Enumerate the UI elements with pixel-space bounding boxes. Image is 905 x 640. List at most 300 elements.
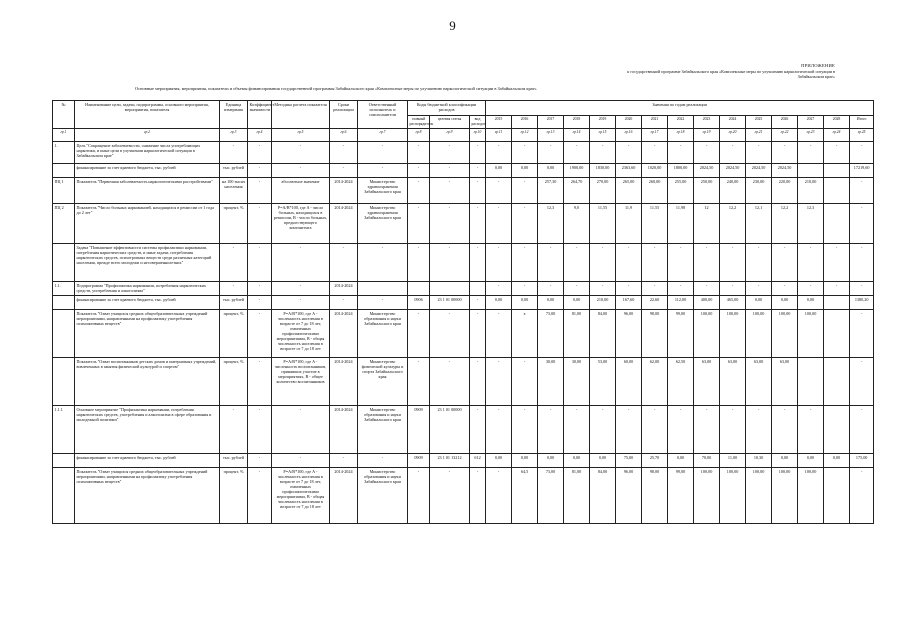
row-year-value-cell: 2024,50 <box>746 164 772 178</box>
row-coef-cell: - <box>248 296 272 310</box>
row-name-cell: Подпрограмма "Профилактика наркомании, потребления наркотических средств, употребления и алкоголизма" <box>75 282 220 296</box>
row-bk-vr-cell: - <box>470 244 486 282</box>
row-year-value-cell: - <box>486 142 512 164</box>
row-bk-vr-cell: - <box>470 468 486 524</box>
row-year-value-cell: 30,00 <box>564 358 590 406</box>
row-year-value-cell: 0,00 <box>512 296 538 310</box>
row-year-value-cell: - <box>564 406 590 454</box>
row-num-cell: 1.1.1 <box>53 406 75 454</box>
row-name-cell: Показатель "Охват учащихся средних общеобразовательных учреждений мероприятиями, направленными на профилактику употребления психоактивных веществ" <box>75 468 220 524</box>
row-year-value-cell <box>824 310 850 358</box>
row-year-value-cell: 167,60 <box>616 296 642 310</box>
header-year: 2023 <box>694 116 720 129</box>
header-year: 2027 <box>798 116 824 129</box>
row-year-value-cell: 257,30 <box>538 178 564 204</box>
row-total-cell: - <box>850 358 874 406</box>
column-index-cell: гр.4 <box>248 129 272 142</box>
row-year-value-cell: 53,00 <box>590 358 616 406</box>
table-row <box>53 358 874 406</box>
row-year-value-cell: 12,3 <box>798 204 824 244</box>
row-year-value-cell: 0,00 <box>564 454 590 468</box>
row-year-value-cell: 12,3 <box>538 204 564 244</box>
row-year-value-cell: 0,00 <box>486 164 512 178</box>
column-index-cell: гр.2 <box>75 129 220 142</box>
row-period-cell: 2014-2024 <box>330 310 358 358</box>
row-period-cell: 2014-2024 <box>330 358 358 406</box>
row-year-value-cell: - <box>720 282 746 296</box>
row-year-value-cell <box>824 164 850 178</box>
header-year: 2021 <box>642 116 668 129</box>
row-name-cell: Показатель "Охват учащихся средних общеобразовательных учреждений мероприятиями, направленными на профилактику употребления психоактивных веществ" <box>75 310 220 358</box>
row-year-value-cell: - <box>538 406 564 454</box>
row-year-value-cell: 22,60 <box>642 296 668 310</box>
row-year-value-cell: 112,00 <box>668 296 694 310</box>
row-coef-cell: - <box>248 164 272 178</box>
row-year-value-cell: 62,50 <box>668 358 694 406</box>
row-bk-vr-cell: - <box>470 310 486 358</box>
row-year-value-cell <box>798 164 824 178</box>
row-unit-cell: тыс. рублей <box>220 454 248 468</box>
row-year-value-cell: - <box>798 244 824 282</box>
row-year-value-cell: 220,00 <box>772 178 798 204</box>
row-method-cell: - <box>272 282 330 296</box>
row-executor-cell: Министерство здравоохранения Забайкальского края <box>358 178 408 204</box>
row-method-cell: абсолютное значение <box>272 178 330 204</box>
row-period-cell: - <box>330 244 358 282</box>
header-row-main <box>53 101 874 116</box>
row-bk-vr-cell: - <box>470 178 486 204</box>
document-title: Основные мероприятия, мероприятия, показатели и объемы финансирования государственной программы Забайкальского края «Комплексные меры по улучшению наркологической ситуации в Забайкальском крае» <box>135 86 537 91</box>
row-year-value-cell: - <box>538 244 564 282</box>
row-bk-gr-cell: - <box>408 468 430 524</box>
row-year-value-cell: 0,00 <box>538 296 564 310</box>
row-year-value-cell: 62,00 <box>642 358 668 406</box>
row-total-cell: - <box>850 406 874 454</box>
table-row <box>53 406 874 454</box>
column-index-cell: гр.17 <box>642 129 668 142</box>
row-year-value-cell: 0,00 <box>772 454 798 468</box>
row-unit-cell: - <box>220 244 248 282</box>
program-table-wrapper <box>52 100 869 524</box>
row-method-cell: P=A/B*100, где А - численность населения в возрасте от 7 до 18 лет, охваченных профилактическими мероприятиями, В - общая численность населения в возрасте от 7 до 18 лет <box>272 468 330 524</box>
row-executor-cell: - <box>358 454 408 468</box>
row-year-value-cell: - <box>512 178 538 204</box>
row-bk-vr-cell: - <box>470 406 486 454</box>
row-executor-cell: - <box>358 164 408 178</box>
row-total-cell: - <box>850 468 874 524</box>
row-num-cell <box>53 468 75 524</box>
row-year-value-cell: 10,30 <box>746 454 772 468</box>
row-method-cell: P=A/B*100, где A - число больных, находящихся в ремиссии, В - число больных, предшествующего контингента <box>272 204 330 244</box>
header-year: 2020 <box>616 116 642 129</box>
row-year-value-cell: 0,00 <box>564 296 590 310</box>
column-index-cell: гр.25 <box>850 129 874 142</box>
column-index-cell: гр.22 <box>772 129 798 142</box>
row-year-value-cell: - <box>642 142 668 164</box>
row-name-cell: Задача "Повышение эффективности системы профилактики наркомании, потребления наркотических средств, и иные задачи, потребления наркотических средств, психотропных веществ среди различных категорий населения, прежде всего молодежи и несовершеннолетних" <box>75 244 220 282</box>
table-row <box>53 142 874 164</box>
table-row <box>53 204 874 244</box>
row-year-value-cell: - <box>486 358 512 406</box>
row-total-cell: - <box>850 244 874 282</box>
row-year-value-cell: - <box>616 406 642 454</box>
program-table <box>52 100 874 524</box>
row-year-value-cell: - <box>746 244 772 282</box>
column-index-cell: гр.9 <box>430 129 470 142</box>
column-index-cell: гр.3 <box>220 129 248 142</box>
row-year-value-cell: - <box>486 310 512 358</box>
row-year-value-cell: - <box>694 244 720 282</box>
row-year-value-cell: 400,00 <box>694 296 720 310</box>
table-row <box>53 296 874 310</box>
column-index-cell: гр.14 <box>564 129 590 142</box>
row-period-cell: 2014-2024 <box>330 204 358 244</box>
row-year-value-cell: - <box>538 282 564 296</box>
row-period-cell: - <box>330 454 358 468</box>
row-bk-gr-cell: 0906 <box>408 296 430 310</box>
row-year-value-cell: - <box>616 282 642 296</box>
row-total-cell: 17219,60 <box>850 164 874 178</box>
appendix-header <box>535 63 835 80</box>
column-index-cell: гр.8 <box>408 129 430 142</box>
column-index-cell: гр.18 <box>668 129 694 142</box>
table-row <box>53 468 874 524</box>
row-period-cell: 2014-2024 <box>330 178 358 204</box>
row-name-cell: финансирование за счет краевого бюджета, тыс. рублей <box>75 164 220 178</box>
row-year-value-cell: - <box>772 142 798 164</box>
row-num-cell <box>53 454 75 468</box>
table-row <box>53 244 874 282</box>
column-index-row <box>53 129 874 142</box>
row-bk-vr-cell: 612 <box>470 454 486 468</box>
row-bk-gr-cell: 0909 <box>408 406 430 454</box>
row-method-cell: - <box>272 244 330 282</box>
row-year-value-cell: 0,00 <box>772 296 798 310</box>
row-method-cell: - <box>272 406 330 454</box>
row-year-value-cell: 0,00 <box>798 454 824 468</box>
row-year-value-cell: 63,00 <box>720 358 746 406</box>
column-index-cell: гр.20 <box>720 129 746 142</box>
row-year-value-cell <box>824 178 850 204</box>
row-year-value-cell: 264,70 <box>564 178 590 204</box>
row-num-cell: 1. <box>53 142 75 164</box>
row-year-value-cell: - <box>668 282 694 296</box>
header-year: 2025 <box>746 116 772 129</box>
row-year-value-cell: 75,00 <box>616 454 642 468</box>
row-year-value-cell: 25,70 <box>642 454 668 468</box>
row-bk-cs-cell: - <box>430 178 470 204</box>
row-year-value-cell: - <box>798 406 824 454</box>
row-year-value-cell: - <box>668 142 694 164</box>
row-year-value-cell: 210,00 <box>590 296 616 310</box>
row-method-cell: P=A/B*100, где А - численность воспитанников, принявших участие в мероприятиях, В - общее количество воспитанников <box>272 358 330 406</box>
row-year-value-cell: 0,00 <box>538 454 564 468</box>
row-year-value-cell: 2024,50 <box>694 164 720 178</box>
header-name: Наименование цели, задачи, подпрограммы, основного мероприятия, мероприятия, показателя <box>75 101 220 129</box>
row-year-value-cell: 100,00 <box>720 310 746 358</box>
row-year-value-cell: 100,00 <box>694 310 720 358</box>
row-year-value-cell: 11,9 <box>616 204 642 244</box>
row-coef-cell: - <box>248 142 272 164</box>
row-year-value-cell: 2363,60 <box>616 164 642 178</box>
row-year-value-cell: 265,00 <box>616 178 642 204</box>
table-body <box>53 142 874 524</box>
row-year-value-cell: 2024,50 <box>720 164 746 178</box>
row-unit-cell: тыс. рублей <box>220 296 248 310</box>
row-name-cell: финансирование за счет краевого бюджета, тыс. рублей <box>75 454 220 468</box>
header-year: 2024 <box>720 116 746 129</box>
row-year-value-cell: - <box>564 282 590 296</box>
row-year-value-cell: 73,00 <box>538 468 564 524</box>
column-index-cell: гр.23 <box>798 129 824 142</box>
header-num: № <box>53 101 75 129</box>
column-index-cell: гр.15 <box>590 129 616 142</box>
header-bk: Коды бюджетной классификации расходов <box>408 101 486 116</box>
row-year-value-cell: 81,00 <box>564 468 590 524</box>
row-bk-cs-cell: 23 1 01 00000 <box>430 406 470 454</box>
header-coef: Коэффициент значимости <box>248 101 272 129</box>
row-year-value-cell: - <box>720 142 746 164</box>
row-year-value-cell: - <box>746 142 772 164</box>
row-num-cell <box>53 244 75 282</box>
column-index-cell: гр.19 <box>694 129 720 142</box>
header-year: 2017 <box>538 116 564 129</box>
row-year-value-cell: - <box>642 406 668 454</box>
row-name-cell: Показатель "Число больных наркоманией, находящихся в ремиссии от 1 года до 2 лет" <box>75 204 220 244</box>
row-year-value-cell: 98,00 <box>642 310 668 358</box>
row-bk-cs-cell: 23 1 01 00000 <box>430 296 470 310</box>
header-values: Значения по годам реализации <box>486 101 874 116</box>
appendix-line-2: Забайкальском крае» <box>797 74 835 80</box>
row-year-value-cell: 270,00 <box>590 178 616 204</box>
row-period-cell: - <box>330 142 358 164</box>
row-year-value-cell: 100,00 <box>798 468 824 524</box>
row-year-value-cell: 30,00 <box>538 358 564 406</box>
row-bk-gr-cell: - <box>408 204 430 244</box>
row-unit-cell: на 100 тысяч населения <box>220 178 248 204</box>
row-num-cell: ПЦ 2 <box>53 204 75 244</box>
row-year-value-cell: 465,00 <box>720 296 746 310</box>
row-executor-cell: Министерство образования и науки Забайкальского края <box>358 468 408 524</box>
header-period: Сроки реализации <box>330 101 358 129</box>
row-method-cell: - <box>272 142 330 164</box>
appendix-line-1: к государственной программе Забайкальского края «Комплексные меры по улучшению наркологической ситуации в <box>627 68 835 74</box>
row-year-value-cell: 9,0 <box>564 204 590 244</box>
row-year-value-cell <box>824 296 850 310</box>
row-year-value-cell: - <box>720 244 746 282</box>
table-row <box>53 282 874 296</box>
row-year-value-cell: 0,00 <box>486 296 512 310</box>
header-year: 2028 <box>824 116 850 129</box>
row-year-value-cell: - <box>512 406 538 454</box>
appendix-title: ПРИЛОЖЕНИЕ <box>801 63 835 68</box>
row-coef-cell: - <box>248 406 272 454</box>
row-total-cell: - <box>850 282 874 296</box>
row-executor-cell: - <box>358 244 408 282</box>
row-year-value-cell: 240,00 <box>720 178 746 204</box>
row-bk-cs-cell: 23 1 01 13212 <box>430 454 470 468</box>
row-bk-gr-cell <box>408 282 430 296</box>
table-row <box>53 178 874 204</box>
row-executor-cell: - <box>358 296 408 310</box>
column-index-cell: гр.5 <box>272 129 330 142</box>
column-index-cell: гр.10 <box>470 129 486 142</box>
column-index-cell: гр.24 <box>824 129 850 142</box>
row-year-value-cell: 100,00 <box>720 468 746 524</box>
row-method-cell: - <box>272 454 330 468</box>
row-year-value-cell: - <box>486 406 512 454</box>
row-executor-cell <box>358 282 408 296</box>
header-bk-gr: главный распорядитель <box>408 116 430 129</box>
row-coef-cell: - <box>248 310 272 358</box>
row-bk-cs-cell: - <box>430 310 470 358</box>
row-year-value-cell: 0,00 <box>512 164 538 178</box>
row-year-value-cell: - <box>590 142 616 164</box>
row-year-value-cell: - <box>720 406 746 454</box>
row-year-value-cell: 2024,50 <box>772 164 798 178</box>
row-unit-cell: процент, % <box>220 358 248 406</box>
row-year-value-cell: 0,00 <box>538 164 564 178</box>
row-year-value-cell: 100,00 <box>772 310 798 358</box>
row-total-cell: - <box>850 204 874 244</box>
row-bk-gr-cell: - <box>408 164 430 178</box>
row-method-cell: - <box>272 164 330 178</box>
row-unit-cell: тыс. рублей <box>220 164 248 178</box>
row-year-value-cell: 11,55 <box>590 204 616 244</box>
row-year-value-cell: - <box>486 468 512 524</box>
header-bk-cs: целевая статья <box>430 116 470 129</box>
row-year-value-cell: 96,00 <box>616 468 642 524</box>
row-year-value-cell: - <box>486 282 512 296</box>
row-coef-cell: - <box>248 178 272 204</box>
row-bk-cs-cell: - <box>430 468 470 524</box>
row-year-value-cell: 12 <box>694 204 720 244</box>
row-num-cell <box>53 358 75 406</box>
row-method-cell: - <box>272 296 330 310</box>
row-year-value-cell <box>824 468 850 524</box>
row-method-cell: P=A/B*100, где А - численность населения в возрасте от 7 до 18 лет, охваченных профилактическими мероприятиями, В - общая численность населения в возрасте от 7 до 18 лет <box>272 310 330 358</box>
column-index-cell: гр.1 <box>53 129 75 142</box>
row-num-cell: ПЦ 1 <box>53 178 75 204</box>
row-year-value-cell: 210,00 <box>798 178 824 204</box>
row-year-value-cell: - <box>746 406 772 454</box>
row-year-value-cell: 84,00 <box>590 468 616 524</box>
column-index-cell: гр.16 <box>616 129 642 142</box>
row-year-value-cell: 230,00 <box>746 178 772 204</box>
row-year-value-cell <box>824 406 850 454</box>
header-executor: Ответственный исполнитель и соисполнители <box>358 101 408 129</box>
page-number: 9 <box>449 18 456 33</box>
header-year: 2015 <box>486 116 512 129</box>
row-executor-cell: - <box>358 142 408 164</box>
row-year-value-cell: 100,00 <box>798 310 824 358</box>
row-name-cell: Основное мероприятие "Профилактика наркомании, потребления наркотических средств, употребления и алкоголизма в сфере образования и молодежной политики" <box>75 406 220 454</box>
table-row <box>53 454 874 468</box>
row-bk-cs-cell: - <box>430 244 470 282</box>
row-year-value-cell: - <box>642 244 668 282</box>
row-bk-vr-cell: - <box>470 358 486 406</box>
row-unit-cell: - <box>220 406 248 454</box>
row-unit-cell: процент, % <box>220 204 248 244</box>
row-executor-cell: Министерство образования и науки Забайкальского края <box>358 310 408 358</box>
row-year-value-cell: 70,00 <box>694 454 720 468</box>
row-year-value-cell: 250,00 <box>694 178 720 204</box>
row-year-value-cell: 0,00 <box>590 454 616 468</box>
header-year: 2018 <box>564 116 590 129</box>
header-year: 2016 <box>512 116 538 129</box>
row-year-value-cell: - <box>642 282 668 296</box>
row-bk-gr-cell: - <box>408 244 430 282</box>
row-year-value-cell: - <box>824 142 850 164</box>
row-bk-gr-cell: - <box>408 142 430 164</box>
row-num-cell: 1.1. <box>53 282 75 296</box>
row-year-value-cell: - <box>824 244 850 282</box>
row-bk-vr-cell <box>470 282 486 296</box>
row-period-cell: 2014-2024 <box>330 468 358 524</box>
header-unit: Единица измерения <box>220 101 248 129</box>
row-year-value-cell: - <box>564 142 590 164</box>
row-coef-cell: - <box>248 282 272 296</box>
row-year-value-cell: 1800,00 <box>668 164 694 178</box>
row-year-value-cell: - <box>512 282 538 296</box>
row-bk-gr-cell: - <box>408 178 430 204</box>
row-coef-cell: - <box>248 204 272 244</box>
row-year-value-cell: - <box>486 244 512 282</box>
row-year-value-cell: - <box>590 244 616 282</box>
row-year-value-cell: - <box>538 142 564 164</box>
row-period-cell: 2014-2024 <box>330 282 358 296</box>
row-year-value-cell: 0,00 <box>668 454 694 468</box>
row-year-value-cell: 12,1 <box>746 204 772 244</box>
row-year-value-cell: - <box>772 282 798 296</box>
row-year-value-cell: 100,00 <box>746 468 772 524</box>
row-year-value-cell: 1830,00 <box>590 164 616 178</box>
row-year-value-cell: 63,00 <box>694 358 720 406</box>
row-unit-cell: - <box>220 282 248 296</box>
row-total-cell: - <box>850 310 874 358</box>
row-year-value-cell: 11,00 <box>720 454 746 468</box>
row-year-value-cell: - <box>590 282 616 296</box>
header-year: 2019 <box>590 116 616 129</box>
row-year-value-cell: 100,00 <box>746 310 772 358</box>
row-period-cell: 2014-2024 <box>330 406 358 454</box>
row-year-value-cell: - <box>512 204 538 244</box>
row-year-value-cell: - <box>798 142 824 164</box>
row-name-cell: Показатель "Охват воспитанников детских домов и интернатных учреждений, вовлеченных в занятия физической культурой и спортом" <box>75 358 220 406</box>
row-year-value-cell: 11,55 <box>642 204 668 244</box>
row-period-cell: - <box>330 296 358 310</box>
row-year-value-cell: 11,98 <box>668 204 694 244</box>
column-index-cell: гр.7 <box>358 129 408 142</box>
row-year-value-cell: - <box>512 142 538 164</box>
row-year-value-cell: - <box>512 244 538 282</box>
row-unit-cell: - <box>220 142 248 164</box>
row-year-value-cell: - <box>668 244 694 282</box>
row-year-value-cell: - <box>616 142 642 164</box>
row-year-value-cell: - <box>564 244 590 282</box>
row-year-value-cell: 73,00 <box>538 310 564 358</box>
table-row <box>53 164 874 178</box>
row-year-value-cell: x <box>512 310 538 358</box>
row-bk-cs-cell: - <box>430 204 470 244</box>
row-year-value-cell: - <box>798 282 824 296</box>
row-bk-cs-cell: - <box>430 142 470 164</box>
row-name-cell: Показатель "Первичная заболеваемость наркологическими расстройствами" <box>75 178 220 204</box>
row-bk-vr-cell: - <box>470 164 486 178</box>
row-unit-cell: процент, % <box>220 310 248 358</box>
row-bk-gr-cell: 0909 <box>408 454 430 468</box>
row-year-value-cell: 64,5 <box>512 468 538 524</box>
